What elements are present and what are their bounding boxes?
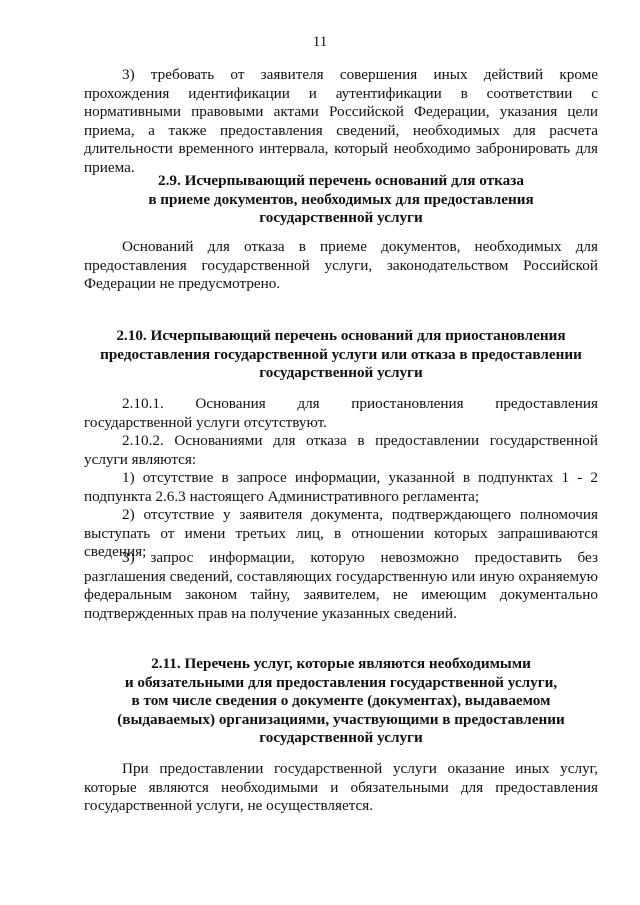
heading-line: 2.10. Исчерпывающий перечень оснований для приостановления	[116, 327, 566, 344]
section-2-10-heading	[84, 327, 598, 383]
heading-line: и обязательными для предоставления государственной услуги,	[124, 673, 558, 691]
section-2-10-item-3: 3) запрос информации, которую невозможно предоставить без разглашения сведений, составляющих государственную или иную охраняемую федеральным законом тайну, заявителем, не имеющим документально подтвержденных прав на получение указанных сведений.	[84, 549, 598, 622]
intro-item-3: 3) требовать от заявителя совершения иных действий кроме прохождения идентификации и аутентификации в соответствии с нормативными правовыми актами Российской Федерации, указания цели приема, а также предоставления сведений, необходимых для расчета длительности временного интервала, который необходимо забронировать для приема.	[84, 66, 598, 176]
heading-line: государственной услуги	[259, 209, 423, 227]
heading-line: предоставления государственной услуги или отказа в предоставлении	[100, 345, 582, 363]
section-2-9-heading	[84, 172, 598, 228]
page-number: 11	[312, 34, 328, 50]
heading-line: в том числе сведения о документе (документах), выдаваемом	[131, 692, 551, 710]
heading-line: (выдаваемых) организациями, участвующими в предоставлении	[117, 710, 565, 728]
heading-line: 2.11. Перечень услуг, которые являются необходимыми	[151, 655, 531, 672]
heading-line: 2.9. Исчерпывающий перечень оснований для отказа	[158, 172, 524, 189]
section-2-10-p1: 2.10.1. Основания для приостановления предоставления государственной услуги отсутствуют.	[84, 395, 598, 431]
section-2-10-item-2: 2) отсутствие у заявителя документа, подтверждающего полномочия выступать от имени третьих лиц, в отношении которых запрашиваются сведения;	[84, 506, 598, 561]
section-2-10-p2: 2.10.2. Основаниями для отказа в предоставлении государственной услуги являются:	[84, 432, 598, 468]
heading-line: государственной услуги	[259, 364, 423, 382]
section-2-11-body: При предоставлении государственной услуги оказание иных услуг, которые являются необходимыми и обязательными для предоставления государственной услуги, не осуществляется.	[84, 760, 598, 815]
section-2-11-heading	[84, 655, 598, 748]
section-2-9-body: Оснований для отказа в приеме документов, необходимых для предоставления государственной услуги, законодательством Российской Федерации не предусмотрено.	[84, 238, 598, 293]
section-2-10-item-1: 1) отсутствие в запросе информации, указанной в подпунктах 1 - 2 подпункта 2.6.3 настоящего Административного регламента;	[84, 469, 598, 505]
heading-line: в приеме документов, необходимых для предоставления	[148, 190, 534, 208]
heading-line: государственной услуги	[259, 729, 423, 747]
